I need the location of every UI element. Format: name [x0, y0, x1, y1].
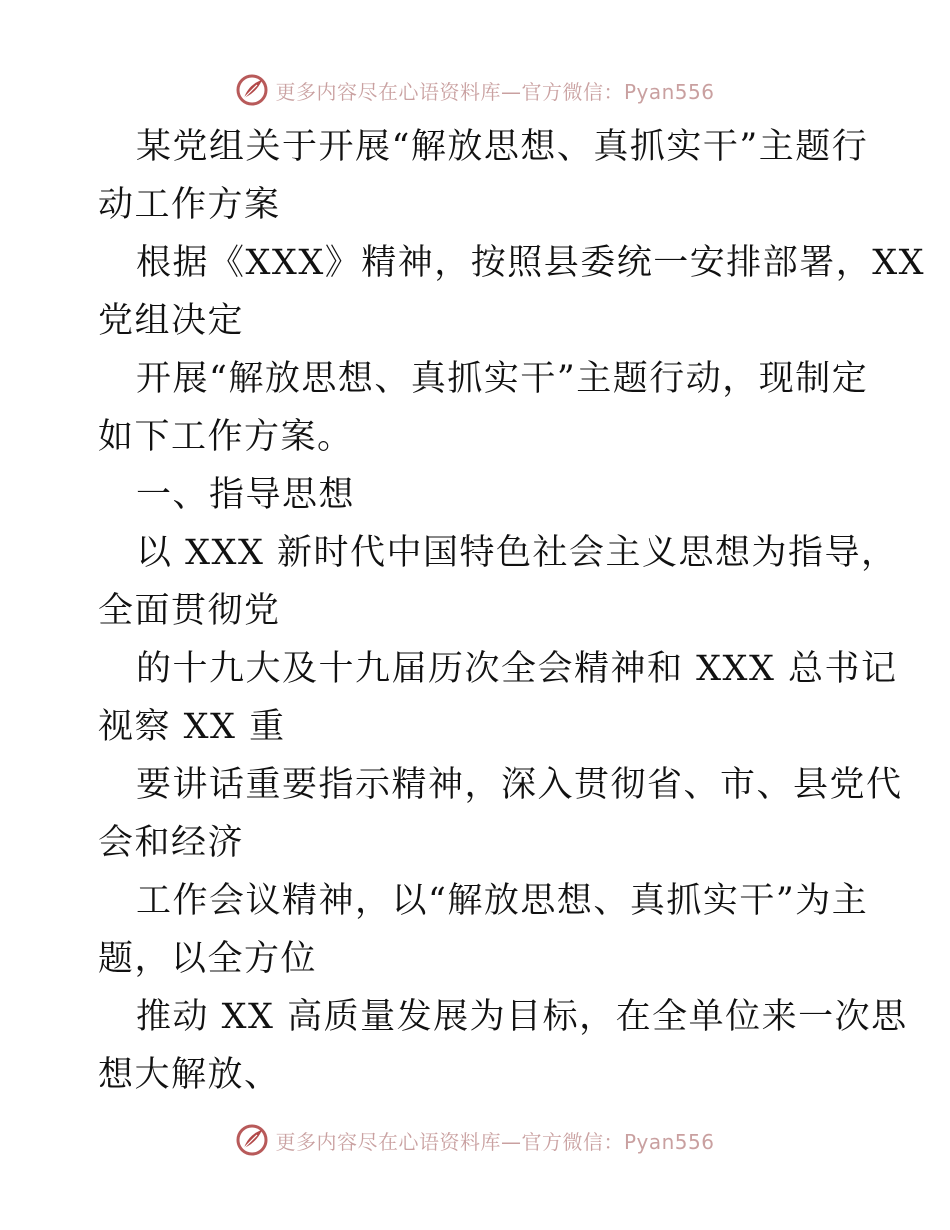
footer-watermark	[0, 1120, 950, 1160]
document-body	[98, 118, 926, 1104]
document-title-line-2: 动工作方案	[98, 185, 281, 225]
paragraph-line: 视察 XX 重	[98, 707, 286, 747]
footer-watermark-text: 更多内容尽在心语资料库—官方微信：Pyan556	[275, 1129, 715, 1154]
header-watermark-text: 更多内容尽在心语资料库—官方微信：Pyan556	[275, 79, 715, 104]
paragraph-line: 开展“解放思想、真抓实干”主题行动，现制定	[136, 359, 869, 399]
paragraph-line: 想大解放、	[98, 1055, 281, 1095]
paragraph-line: 全面贯彻党	[98, 591, 281, 631]
section-heading: 一、指导思想	[136, 475, 356, 515]
paragraph-line: 以 XXX 新时代中国特色社会主义思想为指导，	[136, 533, 898, 573]
paragraph-line: 题，以全方位	[98, 939, 318, 979]
document-title-line-1: 某党组关于开展“解放思想、真抓实干”主题行	[136, 127, 869, 167]
paragraph-line: 会和经济	[98, 823, 245, 863]
paragraph-line: 根据《XXX》精神，按照县委统一安排部署，XX	[136, 243, 926, 283]
paragraph-line: 工作会议精神，以“解放思想、真抓实干”为主	[136, 881, 869, 921]
paragraph-line: 的十九大及十九届历次全会精神和 XXX 总书记	[136, 649, 898, 689]
header-watermark	[0, 70, 950, 110]
paragraph-line: 如下工作方案。	[98, 417, 354, 457]
feather-pen-logo-icon	[235, 1123, 269, 1157]
paragraph-line: 要讲话重要指示精神，深入贯彻省、市、县党代	[136, 765, 903, 805]
feather-pen-logo-icon	[235, 73, 269, 107]
paragraph-line: 党组决定	[98, 301, 245, 341]
paragraph-line: 推动 XX 高质量发展为目标，在全单位来一次思	[136, 997, 908, 1037]
